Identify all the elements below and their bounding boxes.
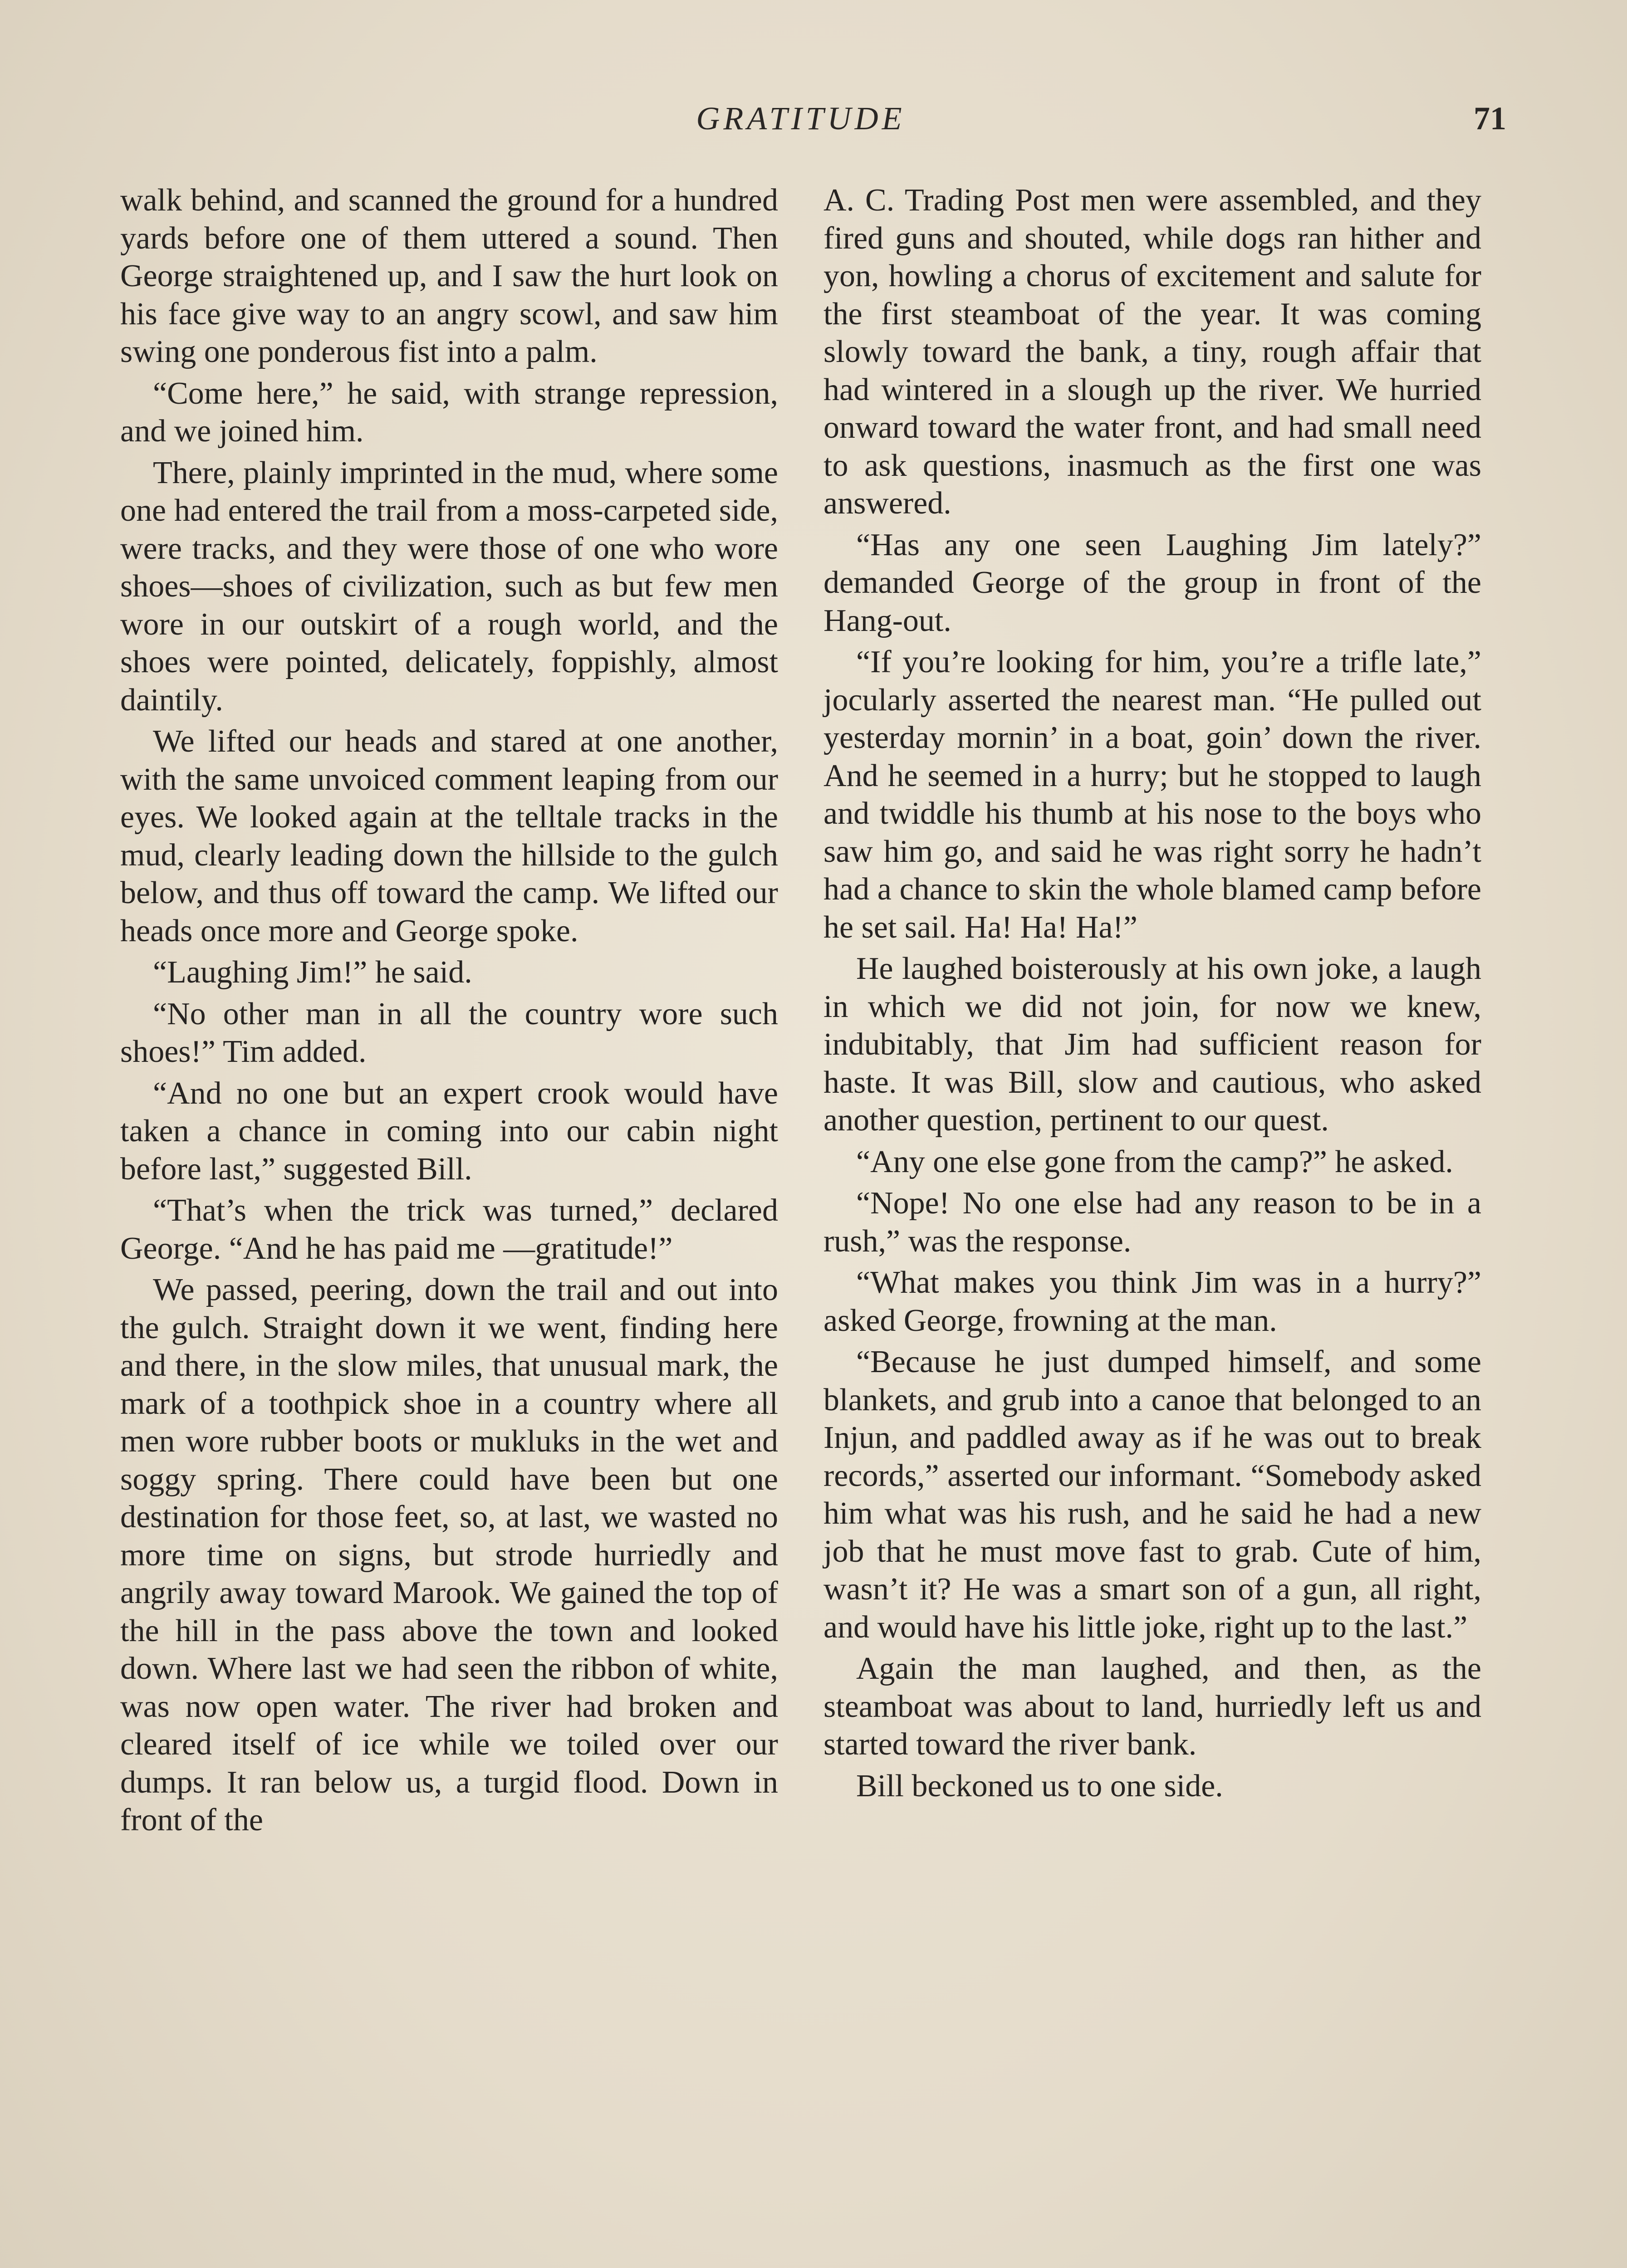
left-text-column — [120, 181, 778, 1843]
right-text-column — [823, 181, 1481, 1809]
paragraph: He laughed boisterously at his own joke, a laugh in which we did not join, for now we knew, indubitably, that Jim had sufficient reason for haste. It was Bill, slow and cautious, who asked another question, pertinent to our quest. — [823, 951, 1481, 1138]
page-number: 71 — [1474, 100, 1506, 137]
paragraph: We passed, peering, down the trail and out into the gulch. Straight down it we went, finding here and there, in the slow miles, that unusual mark, the mark of a toothpick shoe in a country where all men wore rubber boots or mukluks in the wet and soggy spring. There could have been but one destination for those feet, so, at last, we wasted no more time on signs, but strode hurriedly and angrily away toward Marook. We gained the top of the hill in the pass above the town and looked down. Where last we had seen the ribbon of white, was now open water. The river had broken and cleared itself of ice while we toiled over our dumps. It ran below us, a turgid flood. Down in front of the — [120, 1272, 778, 1838]
paragraph: “Because he just dumped himself, and some blankets, and grub into a canoe that belonged to an Injun, and paddled away as if he was out to break records,” asserted our informant. “Somebody asked him what was his rush, and he said he had a new job that he must move fast to grab. Cute of him, wasn’t it? He was a smart son of a gun, all right, and would have his little joke, right up to the last.” — [823, 1344, 1481, 1645]
paragraph: “Come here,” he said, with strange repression, and we joined him. — [120, 376, 778, 449]
paragraph: A. C. Trading Post men were assembled, and they fired guns and shouted, while dogs ran hither and yon, howling a chorus of excitement and salute for the first steamboat of the year. It was coming slowly toward the bank, a tiny, rough affair that had wintered in a slough up the river. We hurried onward toward the water front, and had small need to ask questions, inasmuch as the first one was answered. — [823, 183, 1481, 521]
paragraph: “That’s when the trick was turned,” declared George. “And he has paid me —gratitude!” — [120, 1193, 778, 1266]
paragraph: There, plainly imprinted in the mud, where some one had entered the trail from a moss-carpeted side, were tracks, and they were those of one who wore shoes—shoes of civilization, such as but few men wore in our outskirt of a rough world, and the shoes were pointed, delicately, foppishly, almost daintily. — [120, 455, 778, 718]
paragraph: “What makes you think Jim was in a hurry?” asked George, frowning at the man. — [823, 1265, 1481, 1338]
paragraph: “No other man in all the country wore such shoes!” Tim added. — [120, 996, 778, 1069]
paragraph: Again the man laughed, and then, as the steamboat was about to land, hurriedly left us and started toward the river bank. — [823, 1651, 1481, 1762]
paragraph: We lifted our heads and stared at one another, with the same unvoiced comment leaping from our eyes. We looked again at the telltale tracks in the mud, clearly leading down the hillside to the gulch below, and thus off toward the camp. We lifted our heads once more and George spoke. — [120, 724, 778, 948]
paragraph: “Nope! No one else had any reason to be in a rush,” was the response. — [823, 1186, 1481, 1259]
paragraph: Bill beckoned us to one side. — [856, 1768, 1223, 1804]
paragraph: “Laughing Jim!” he said. — [153, 955, 472, 990]
paragraph: “Any one else gone from the camp?” he asked. — [856, 1144, 1453, 1179]
paragraph: walk behind, and scanned the ground for a hundred yards before one of them uttered a sound. Then George straightened up, and I saw the hurt look on his face give way to an angry scowl, and saw him swing one ponderous fist into a palm. — [120, 183, 778, 369]
paragraph: “If you’re looking for him, you’re a trifle late,” jocularly asserted the nearest man. “He pulled out yesterday mornin’ in a boat, goin’ down the river. And he seemed in a hurry; but he stopped to laugh and twiddle his thumb at his nose to the boys who saw him go, and said he was right sorry he hadn’t had a chance to skin the whole blamed camp before he set sail. Ha! Ha! Ha!” — [823, 645, 1481, 945]
paragraph: “And no one but an expert crook would have taken a chance in coming into our cabin night before last,” suggested Bill. — [120, 1075, 778, 1187]
running-title: GRATITUDE — [696, 100, 906, 137]
paragraph: “Has any one seen Laughing Jim lately?” demanded George of the group in front of the Hang-out. — [823, 527, 1481, 638]
